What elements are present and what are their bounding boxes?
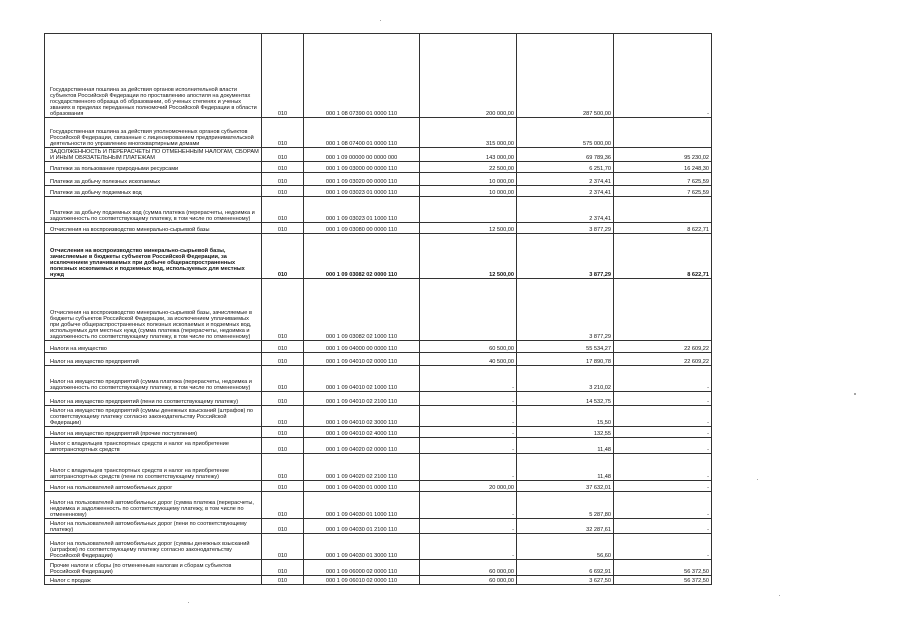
executed-amount: 32 287,61 [517,519,614,534]
table-row [45,454,712,481]
budget-classification-code: 000 1 09 04020 02 0000 110 [304,438,420,454]
line-code: 010 [262,406,304,427]
indicator-name: Отчисления на воспроизводство минерально-сырьевой базы [45,223,262,234]
unexecuted-amount [614,279,712,341]
line-code: 010 [262,481,304,492]
scan-speck [757,479,758,480]
budget-classification-code: 000 1 09 03020 00 0000 110 [304,173,420,186]
executed-amount: 3 210,02 [517,366,614,392]
line-code: 010 [262,534,304,560]
scan-speck [380,20,381,21]
unexecuted-amount: - [614,492,712,519]
table-row [45,234,712,279]
table-row [45,519,712,534]
line-code: 010 [262,492,304,519]
unexecuted-amount: 8 622,71 [614,234,712,279]
unexecuted-amount: - [614,392,712,406]
line-code: 010 [262,519,304,534]
indicator-name: Налог на имущество предприятий [45,353,262,366]
table-row [45,173,712,186]
budget-classification-code: 000 1 09 04020 02 2100 110 [304,454,420,481]
executed-amount: 15,50 [517,406,614,427]
line-code: 010 [262,118,304,148]
unexecuted-amount: 16 248,30 [614,162,712,173]
line-code: 010 [262,173,304,186]
table-row [45,438,712,454]
budget-classification-code: 000 1 09 04030 01 1000 110 [304,492,420,519]
line-code: 010 [262,438,304,454]
line-code: 010 [262,197,304,223]
executed-amount: 3 877,29 [517,223,614,234]
unexecuted-amount [614,197,712,223]
executed-amount: 17 890,78 [517,353,614,366]
approved-amount: 60 500,00 [420,341,517,353]
approved-amount: - [420,534,517,560]
table-row [45,576,712,585]
unexecuted-amount: - [614,481,712,492]
line-code: 010 [262,162,304,173]
executed-amount: 6 251,70 [517,162,614,173]
budget-classification-code: 000 1 09 03082 02 1000 110 [304,279,420,341]
executed-amount: 37 632,01 [517,481,614,492]
executed-amount: 55 534,27 [517,341,614,353]
line-code: 010 [262,366,304,392]
approved-amount: 315 000,00 [420,118,517,148]
approved-amount: 143 000,00 [420,148,517,162]
executed-amount: 2 374,41 [517,173,614,186]
indicator-name: Налог на имущество предприятий (суммы денежных взысканий (штрафов) по соответствующему платежу согласно законодательству Российской Федерации) [45,406,262,427]
approved-amount: - [420,454,517,481]
table-row [45,186,712,197]
indicator-name: Налог на пользователей автомобильных дорог [45,481,262,492]
table-row [45,406,712,427]
approved-amount: - [420,366,517,392]
line-code: 010 [262,353,304,366]
indicator-name: Государственная пошлина за действия органов исполнительной власти субъектов Российской Федерации по проставлению апостиля на документах государственного образца об образовании, об ученых степенях и ученых званиях в пределах переданных полномочий Российской Федерации в области образования [45,34,262,118]
approved-amount: 20 000,00 [420,481,517,492]
line-code: 010 [262,223,304,234]
approved-amount [420,197,517,223]
executed-amount: 11,48 [517,454,614,481]
approved-amount: 10 000,00 [420,173,517,186]
budget-classification-code: 000 1 09 04030 01 3000 110 [304,534,420,560]
indicator-name: Платежи за добычу полезных ископаемых [45,173,262,186]
line-code: 010 [262,34,304,118]
approved-amount: 12 500,00 [420,223,517,234]
approved-amount: - [420,519,517,534]
executed-amount: 56,60 [517,534,614,560]
unexecuted-amount: 22 609,22 [614,341,712,353]
indicator-name: Платежи за добычу подземных вод (сумма платежа (перерасчеты, недоимка и задолженность по соответствующему платежу, в том числе по отмененному) [45,197,262,223]
line-code: 010 [262,279,304,341]
approved-amount: - [420,392,517,406]
executed-amount: 5 287,80 [517,492,614,519]
executed-amount: 2 374,41 [517,186,614,197]
table-row [45,34,712,118]
budget-classification-code: 000 1 09 04010 02 3000 110 [304,406,420,427]
line-code: 010 [262,186,304,197]
budget-classification-code: 000 1 09 06010 02 0000 110 [304,576,420,585]
executed-amount: 11,48 [517,438,614,454]
executed-amount: 3 877,29 [517,279,614,341]
line-code: 010 [262,576,304,585]
approved-amount: 22 500,00 [420,162,517,173]
approved-amount: - [420,427,517,438]
line-code: 010 [262,560,304,576]
unexecuted-amount: - [614,519,712,534]
table-row [45,162,712,173]
approved-amount: 60 000,00 [420,560,517,576]
indicator-name: Налог с продаж [45,576,262,585]
executed-amount: 132,55 [517,427,614,438]
executed-amount: 2 374,41 [517,197,614,223]
table-row [45,492,712,519]
table-row [45,118,712,148]
indicator-name: Отчисления на воспроизводство минерально-сырьевой базы, зачисляемые в бюджеты субъектов Российской Федерации, за исключением уплачиваемых при добыче общераспространенных полезных ископаемых и подземных вод, используемых для местных нужд (сумма платежа (перерасчеты, недоимка и задолженность по соответствующему платежу, в том числе по отмененному) [45,279,262,341]
budget-classification-code: 000 1 09 04030 01 2100 110 [304,519,420,534]
budget-classification-code: 000 1 08 07400 01 0000 110 [304,118,420,148]
budget-classification-code: 000 1 09 06000 02 0000 110 [304,560,420,576]
line-code: 010 [262,392,304,406]
table-row [45,197,712,223]
indicator-name: Налоги на имущество [45,341,262,353]
unexecuted-amount: - [614,438,712,454]
unexecuted-amount: 56 372,50 [614,560,712,576]
budget-classification-code: 000 1 09 04010 02 0000 110 [304,353,420,366]
revenue-table [44,33,712,585]
unexecuted-amount: 95 230,02 [614,148,712,162]
approved-amount: 10 000,00 [420,186,517,197]
budget-classification-code: 000 1 09 03080 00 0000 110 [304,223,420,234]
budget-classification-code: 000 1 09 04010 02 1000 110 [304,366,420,392]
budget-classification-code: 000 1 09 03082 02 0000 110 [304,234,420,279]
budget-classification-code: 000 1 09 03023 01 0000 110 [304,186,420,197]
approved-amount [420,279,517,341]
executed-amount: 575 000,00 [517,118,614,148]
table-row [45,427,712,438]
approved-amount: - [420,406,517,427]
approved-amount: 40 500,00 [420,353,517,366]
executed-amount: 287 500,00 [517,34,614,118]
budget-classification-code: 000 1 09 03023 01 1000 110 [304,197,420,223]
executed-amount: 14 532,75 [517,392,614,406]
approved-amount: - [420,492,517,519]
approved-amount: - [420,438,517,454]
indicator-name: Налог на имущество предприятий (прочие поступления) [45,427,262,438]
budget-classification-code: 000 1 09 04010 02 4000 110 [304,427,420,438]
budget-classification-code: 000 1 09 04030 01 0000 110 [304,481,420,492]
line-code: 010 [262,234,304,279]
table-row [45,341,712,353]
line-code: 010 [262,148,304,162]
indicator-name: Налог с владельцев транспортных средств и налог на приобретение автотранспортных средств [45,438,262,454]
budget-classification-code: 000 1 09 04000 00 0000 110 [304,341,420,353]
executed-amount: 3 627,50 [517,576,614,585]
indicator-name: Прочие налоги и сборы (по отмененным налогам и сборам субъектов Российской Федерации) [45,560,262,576]
unexecuted-amount: 22 609,22 [614,353,712,366]
budget-classification-code: 000 1 08 07390 01 0000 110 [304,34,420,118]
indicator-name: Платежи за добычу подземных вод [45,186,262,197]
table-row [45,279,712,341]
table-row [45,560,712,576]
indicator-name: Государственная пошлина за действия уполномоченных органов субъектов Российской Федерации, связанные с лицензированием предпринимательской деятельности по управлению многоквартирными домами [45,118,262,148]
unexecuted-amount: - [614,34,712,118]
revenue-table-body [45,34,712,585]
approved-amount: 60 000,00 [420,576,517,585]
indicator-name: Налог на имущество предприятий (пени по соответствующему платежу) [45,392,262,406]
indicator-name: Налог на пользователей автомобильных дорог (сумма платежа (перерасчеты, недоимка и задолженность по соответствующему платежу, в том числе по отмененному) [45,492,262,519]
line-code: 010 [262,341,304,353]
executed-amount: 6 692,91 [517,560,614,576]
scan-speck [779,595,780,596]
unexecuted-amount: - [614,454,712,481]
unexecuted-amount [614,118,712,148]
line-code: 010 [262,427,304,438]
scan-speck [854,393,856,395]
table-row [45,353,712,366]
unexecuted-amount: - [614,534,712,560]
line-code: 010 [262,454,304,481]
approved-amount: 200 000,00 [420,34,517,118]
indicator-name: Отчисления на воспроизводство минерально-сырьевой базы, зачисляемые в бюджеты субъектов Российской Федерации, за исключением уплачиваемых при добыче общераспространенных полезных ископаемых и подземных вод, используемых для местных нужд [45,234,262,279]
unexecuted-amount: 7 625,59 [614,173,712,186]
unexecuted-amount: - [614,406,712,427]
table-row [45,481,712,492]
table-row [45,392,712,406]
indicator-name: ЗАДОЛЖЕННОСТЬ И ПЕРЕРАСЧЕТЫ ПО ОТМЕНЕННЫМ НАЛОГАМ, СБОРАМ И ИНЫМ ОБЯЗАТЕЛЬНЫМ ПЛАТЕЖАМ [45,148,262,162]
budget-classification-code: 000 1 09 00000 00 0000 000 [304,148,420,162]
scan-speck [188,602,189,603]
unexecuted-amount: - [614,427,712,438]
unexecuted-amount: 7 625,59 [614,186,712,197]
indicator-name: Налог на пользователей автомобильных дорог (пени по соответствующему платежу) [45,519,262,534]
executed-amount: 3 877,29 [517,234,614,279]
unexecuted-amount: 56 372,50 [614,576,712,585]
budget-classification-code: 000 1 09 04010 02 2100 110 [304,392,420,406]
table-row [45,148,712,162]
table-row [45,366,712,392]
budget-classification-code: 000 1 09 03000 00 0000 110 [304,162,420,173]
indicator-name: Налог на имущество предприятий (сумма платежа (перерасчеты, недоимка и задолженность по соответствующему платежу, в том числе по отмененному) [45,366,262,392]
executed-amount: 69 789,36 [517,148,614,162]
unexecuted-amount: 8 622,71 [614,223,712,234]
indicator-name: Платежи за пользование природными ресурсами [45,162,262,173]
indicator-name: Налог с владельцев транспортных средств и налог на приобретение автотранспортных средств (пени по соответствующему платежу) [45,454,262,481]
table-row [45,534,712,560]
unexecuted-amount: - [614,366,712,392]
approved-amount: 12 500,00 [420,234,517,279]
table-row [45,223,712,234]
indicator-name: Налог на пользователей автомобильных дорог (суммы денежных взысканий (штрафов) по соответствующему платежу согласно законодательству Российской Федерации) [45,534,262,560]
